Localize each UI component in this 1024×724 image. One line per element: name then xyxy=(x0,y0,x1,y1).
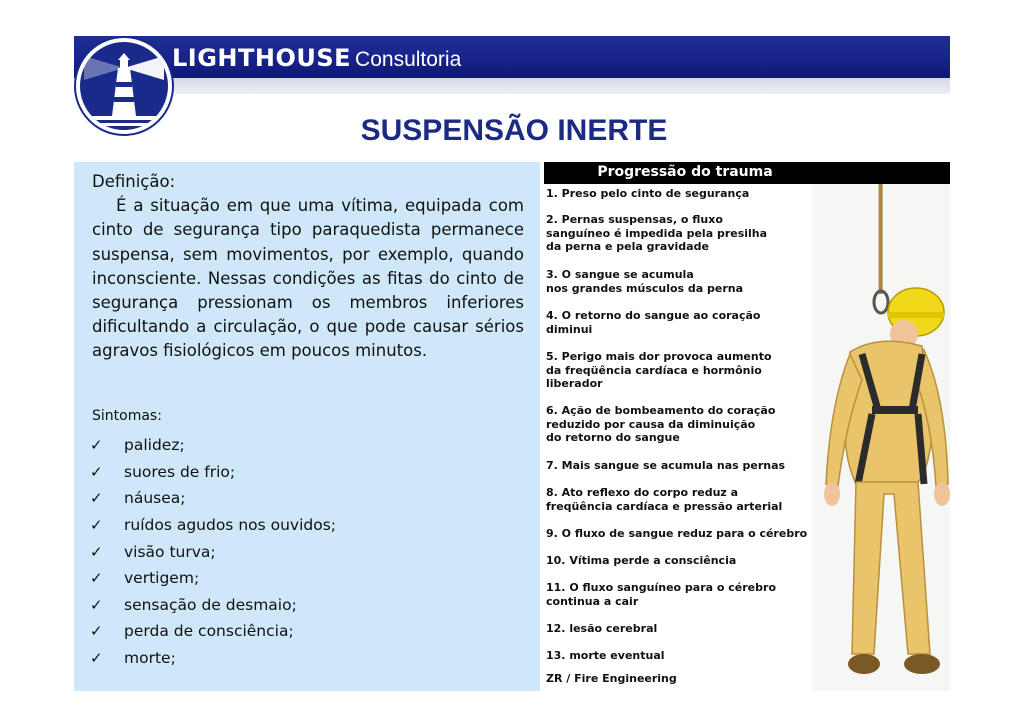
trauma-step-line: 6. Ação de bombeamento do coração xyxy=(546,404,776,417)
trauma-step-line: liberador xyxy=(546,377,603,391)
symptom-item xyxy=(90,645,336,672)
trauma-step xyxy=(546,622,816,636)
check-icon: ✓ xyxy=(90,595,103,614)
trauma-step-line: continua a cair xyxy=(546,594,639,608)
trauma-step-line: nos grandes músculos da perna xyxy=(546,281,744,295)
trauma-step-line: 9. O fluxo de sangue reduz para o cérebro xyxy=(546,527,808,540)
trauma-step-line: da perna e pela gravidade xyxy=(546,240,709,254)
check-icon: ✓ xyxy=(90,542,103,561)
symptoms-list xyxy=(90,432,336,671)
trauma-step-line: 13. morte eventual xyxy=(546,649,665,662)
trauma-step xyxy=(546,554,816,568)
check-icon: ✓ xyxy=(90,462,103,481)
trauma-step-line: do retorno do sangue xyxy=(546,431,680,445)
check-icon: ✓ xyxy=(90,516,103,535)
symptom-text: morte; xyxy=(124,649,176,668)
trauma-step xyxy=(546,459,816,473)
trauma-step-line: 3. O sangue se acumula xyxy=(546,268,694,281)
brand-name xyxy=(172,44,461,72)
symptom-text: náusea; xyxy=(124,489,186,508)
brand-main-text: LIGHTHOUSE xyxy=(172,44,352,72)
trauma-step-line: sanguíneo é impedida pela presilha xyxy=(546,226,768,240)
trauma-step xyxy=(546,213,816,254)
trauma-step xyxy=(546,187,816,201)
check-icon: ✓ xyxy=(90,622,103,641)
trauma-step-line: 5. Perigo mais dor provoca aumento xyxy=(546,350,772,363)
symptom-text: visão turva; xyxy=(124,542,216,561)
symptom-text: ruídos agudos nos ouvidos; xyxy=(124,516,337,535)
trauma-step-line: 2. Pernas suspensas, o fluxo xyxy=(546,213,723,226)
symptom-text: suores de frio; xyxy=(124,462,236,481)
symptom-item xyxy=(90,485,336,512)
trauma-credit: ZR / Fire Engineering xyxy=(546,672,677,685)
suspended-worker-illustration xyxy=(812,184,950,691)
symptom-item xyxy=(90,618,336,645)
trauma-step-line: 7. Mais sangue se acumula nas pernas xyxy=(546,459,786,472)
trauma-step xyxy=(546,527,818,541)
definition-body: É a situação em que uma vítima, equipada com cinto de segurança tipo paraquedista permanece suspensa, sem movimentos, por exemplo, quando inconsciente. Nessas condições as fitas do cinto de segurança pressionam os membros inferiores dificultando a circulação, o que pode causar sérios agravos fisiológicos em poucos minutos. xyxy=(92,196,524,361)
trauma-step-line: 1. Preso pelo cinto de segurança xyxy=(546,187,750,200)
trauma-step-line: 11. O fluxo sanguíneo para o cérebro xyxy=(546,581,777,594)
slide xyxy=(74,34,950,691)
definition-panel xyxy=(74,162,540,691)
trauma-step xyxy=(546,649,816,663)
symptom-item xyxy=(90,459,336,486)
check-icon: ✓ xyxy=(90,489,103,508)
symptom-item xyxy=(90,565,336,592)
check-icon: ✓ xyxy=(90,649,103,668)
header-banner-shade xyxy=(74,78,950,94)
trauma-step-line: da freqüência cardíaca e hormônio xyxy=(546,363,762,377)
trauma-step-line: reduzido por causa da diminuição xyxy=(546,417,756,431)
symptom-text: sensação de desmaio; xyxy=(124,595,297,614)
trauma-step-line: 10. Vítima perde a consciência xyxy=(546,554,737,567)
symptom-text: palidez; xyxy=(124,436,185,455)
trauma-step-line: diminui xyxy=(546,322,593,336)
check-icon: ✓ xyxy=(90,569,103,588)
slide-title: SUSPENSÃO INERTE xyxy=(360,114,668,147)
symptom-text: vertigem; xyxy=(124,569,200,588)
definition-text xyxy=(92,170,524,364)
trauma-step-line: 4. O retorno do sangue ao coração xyxy=(546,309,761,322)
symptom-item xyxy=(90,538,336,565)
trauma-step xyxy=(546,350,816,391)
symptoms-label: Sintomas: xyxy=(92,408,162,424)
trauma-step xyxy=(546,486,816,513)
check-icon: ✓ xyxy=(90,436,103,455)
symptom-item xyxy=(90,592,336,619)
symptom-text: perda de consciência; xyxy=(124,622,294,641)
trauma-title: Progressão do trauma xyxy=(597,164,773,180)
trauma-step xyxy=(546,581,816,608)
trauma-step xyxy=(546,404,816,445)
brand-sub-text: Consultoria xyxy=(355,48,462,71)
trauma-panel xyxy=(544,162,950,691)
trauma-step-line: 12. lesão cerebral xyxy=(546,622,658,635)
symptom-item xyxy=(90,512,336,539)
trauma-step-line: 8. Ato reflexo do corpo reduz a xyxy=(546,486,739,499)
trauma-step xyxy=(546,268,816,295)
definition-heading: Definição: xyxy=(92,172,176,191)
trauma-step xyxy=(546,309,816,336)
lighthouse-logo-icon xyxy=(76,38,172,134)
symptom-item xyxy=(90,432,336,459)
trauma-step-line: freqüência cardíaca e pressão arterial xyxy=(546,499,783,513)
